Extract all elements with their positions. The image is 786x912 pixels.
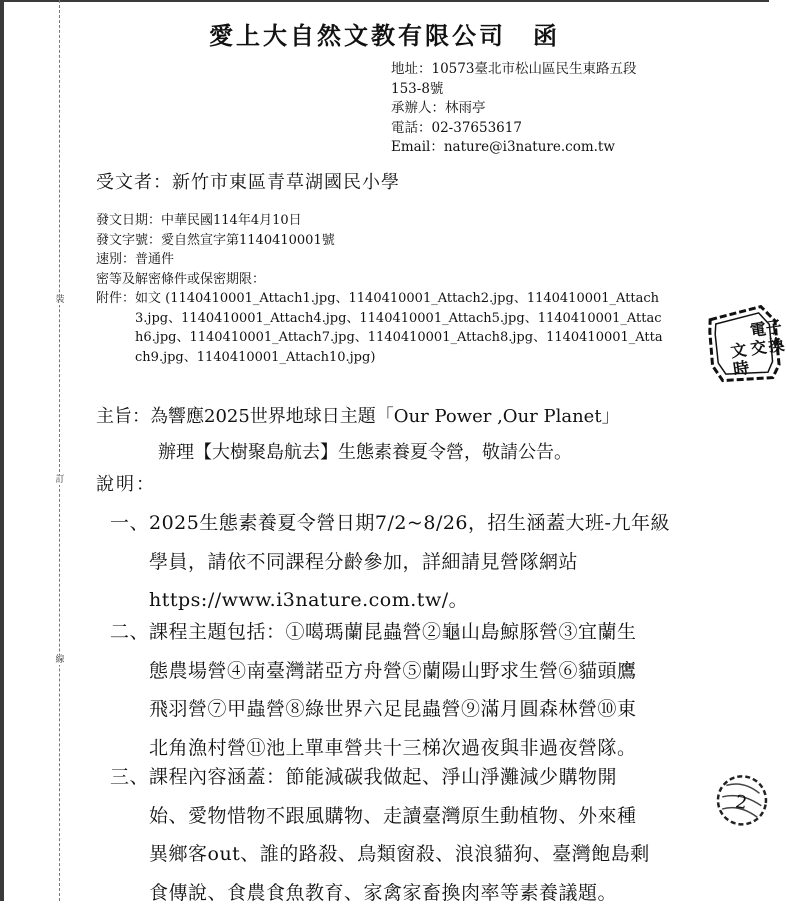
svg-text:換: 換 [767, 335, 786, 356]
sender-email: Email：nature@i3nature.com.tw [391, 138, 671, 158]
svg-text:電: 電 [749, 319, 768, 340]
subject-line-1: 主旨：為響應2025世界地球日主題「Our Power ,Our Planet」 [96, 399, 696, 435]
item-line: 2025生態素養夏令營日期7/2~8/26，招生涵蓋大班-九年級 [110, 504, 680, 543]
binding-line [59, 0, 60, 901]
item-line: https://www.i3nature.com.tw/。 [110, 581, 680, 620]
explanation-heading: 說明： [96, 472, 156, 498]
sender-handler: 承辦人：林雨亭 [391, 99, 671, 119]
item-line: 課程內容涵蓋：節能減碳我做起、淨山淨灘減少購物開 [110, 758, 680, 797]
explanation-item-3 [110, 758, 680, 912]
item-number: 三、 [110, 758, 149, 797]
item-line: 飛羽營⑦甲蟲營⑧綠世界六足昆蟲營⑨滿月圓森林營⑩東 [110, 690, 680, 729]
issue-date: 發文日期：中華民國114年4月10日 [96, 211, 676, 231]
item-line: 北角漁村營⑪池上單車營共十三梯次過夜與非過夜營隊。 [110, 729, 680, 768]
document-title: 愛上大自然文教有限公司 函 [0, 22, 769, 50]
binding-mark-xian: 線 [55, 655, 65, 665]
item-line: 食傳說、食農食魚教育、家禽家畜換肉率等素養議題。 [110, 874, 680, 912]
svg-text:子: 子 [765, 317, 784, 338]
recipient: 受文者：新竹市東區青草湖國民小學 [96, 172, 400, 194]
attachments [96, 289, 676, 367]
explanation-item-2 [110, 613, 680, 767]
binding-mark-ding: 訂 [55, 475, 65, 485]
item-number: 一、 [110, 504, 149, 543]
delivery-speed: 速別：普通件 [96, 250, 676, 270]
item-line: 學員，請依不同課程分齡參加，詳細請見營隊網站 [110, 543, 680, 582]
window-frame-left [0, 0, 4, 901]
item-line: 課程主題包括：①噶瑪蘭昆蟲營②龜山島鯨豚營③宜蘭生 [110, 613, 680, 652]
attachments-list: 如文 (1140410001_Attach1.jpg、1140410001_Attach2.jpg、1140410001_Attach3.jpg、1140410001_Attach4.jpg、1140410001_Attach5.jpg、1140410001_Attach6.jpg、1140410001_Attach7.jpg、1140410001_Attach8.jpg、1140410001_Attach9.jpg、1140410001_Attach10.jpg) [135, 289, 665, 367]
sender-address-line2: 153-8號 [391, 80, 671, 100]
secrecy-level: 密等及解密條件或保密期限： [96, 270, 676, 290]
item-line: 始、愛物惜物不跟風購物、走讀臺灣原生動植物、外來種 [110, 797, 680, 836]
explanation-item-1 [110, 504, 680, 620]
attachments-label: 附件： [96, 289, 135, 367]
document-meta [96, 211, 676, 367]
item-line: 異鄉客out、誰的路殺、鳥類窗殺、浪浪貓狗、臺灣飽島剩 [110, 835, 680, 874]
binding-mark-zhuang: 裝 [55, 295, 65, 305]
window-frame-top [0, 0, 769, 2]
page-number-seal [710, 770, 770, 830]
item-number: 二、 [110, 613, 149, 652]
subject [96, 399, 696, 471]
svg-text:時: 時 [732, 358, 751, 379]
svg-text:交: 交 [749, 337, 768, 358]
sender-address-line1: 地址：10573臺北市松山區民生東路五段 [391, 60, 671, 80]
item-line: 態農場營④南臺灣諾亞方舟營⑤蘭陽山野求生營⑥貓頭鷹 [110, 652, 680, 691]
electronic-exchange-stamp [706, 305, 786, 385]
sender-phone: 電話：02-37653617 [391, 119, 671, 139]
subject-line-2: 辦理【大樹聚島航去】生態素養夏令營，敬請公告。 [96, 435, 696, 471]
svg-text:文: 文 [729, 340, 748, 361]
document-number: 發文字號：愛自然宣字第1140410001號 [96, 231, 676, 251]
sender-info [391, 60, 671, 158]
page-number: 2 [734, 791, 749, 814]
